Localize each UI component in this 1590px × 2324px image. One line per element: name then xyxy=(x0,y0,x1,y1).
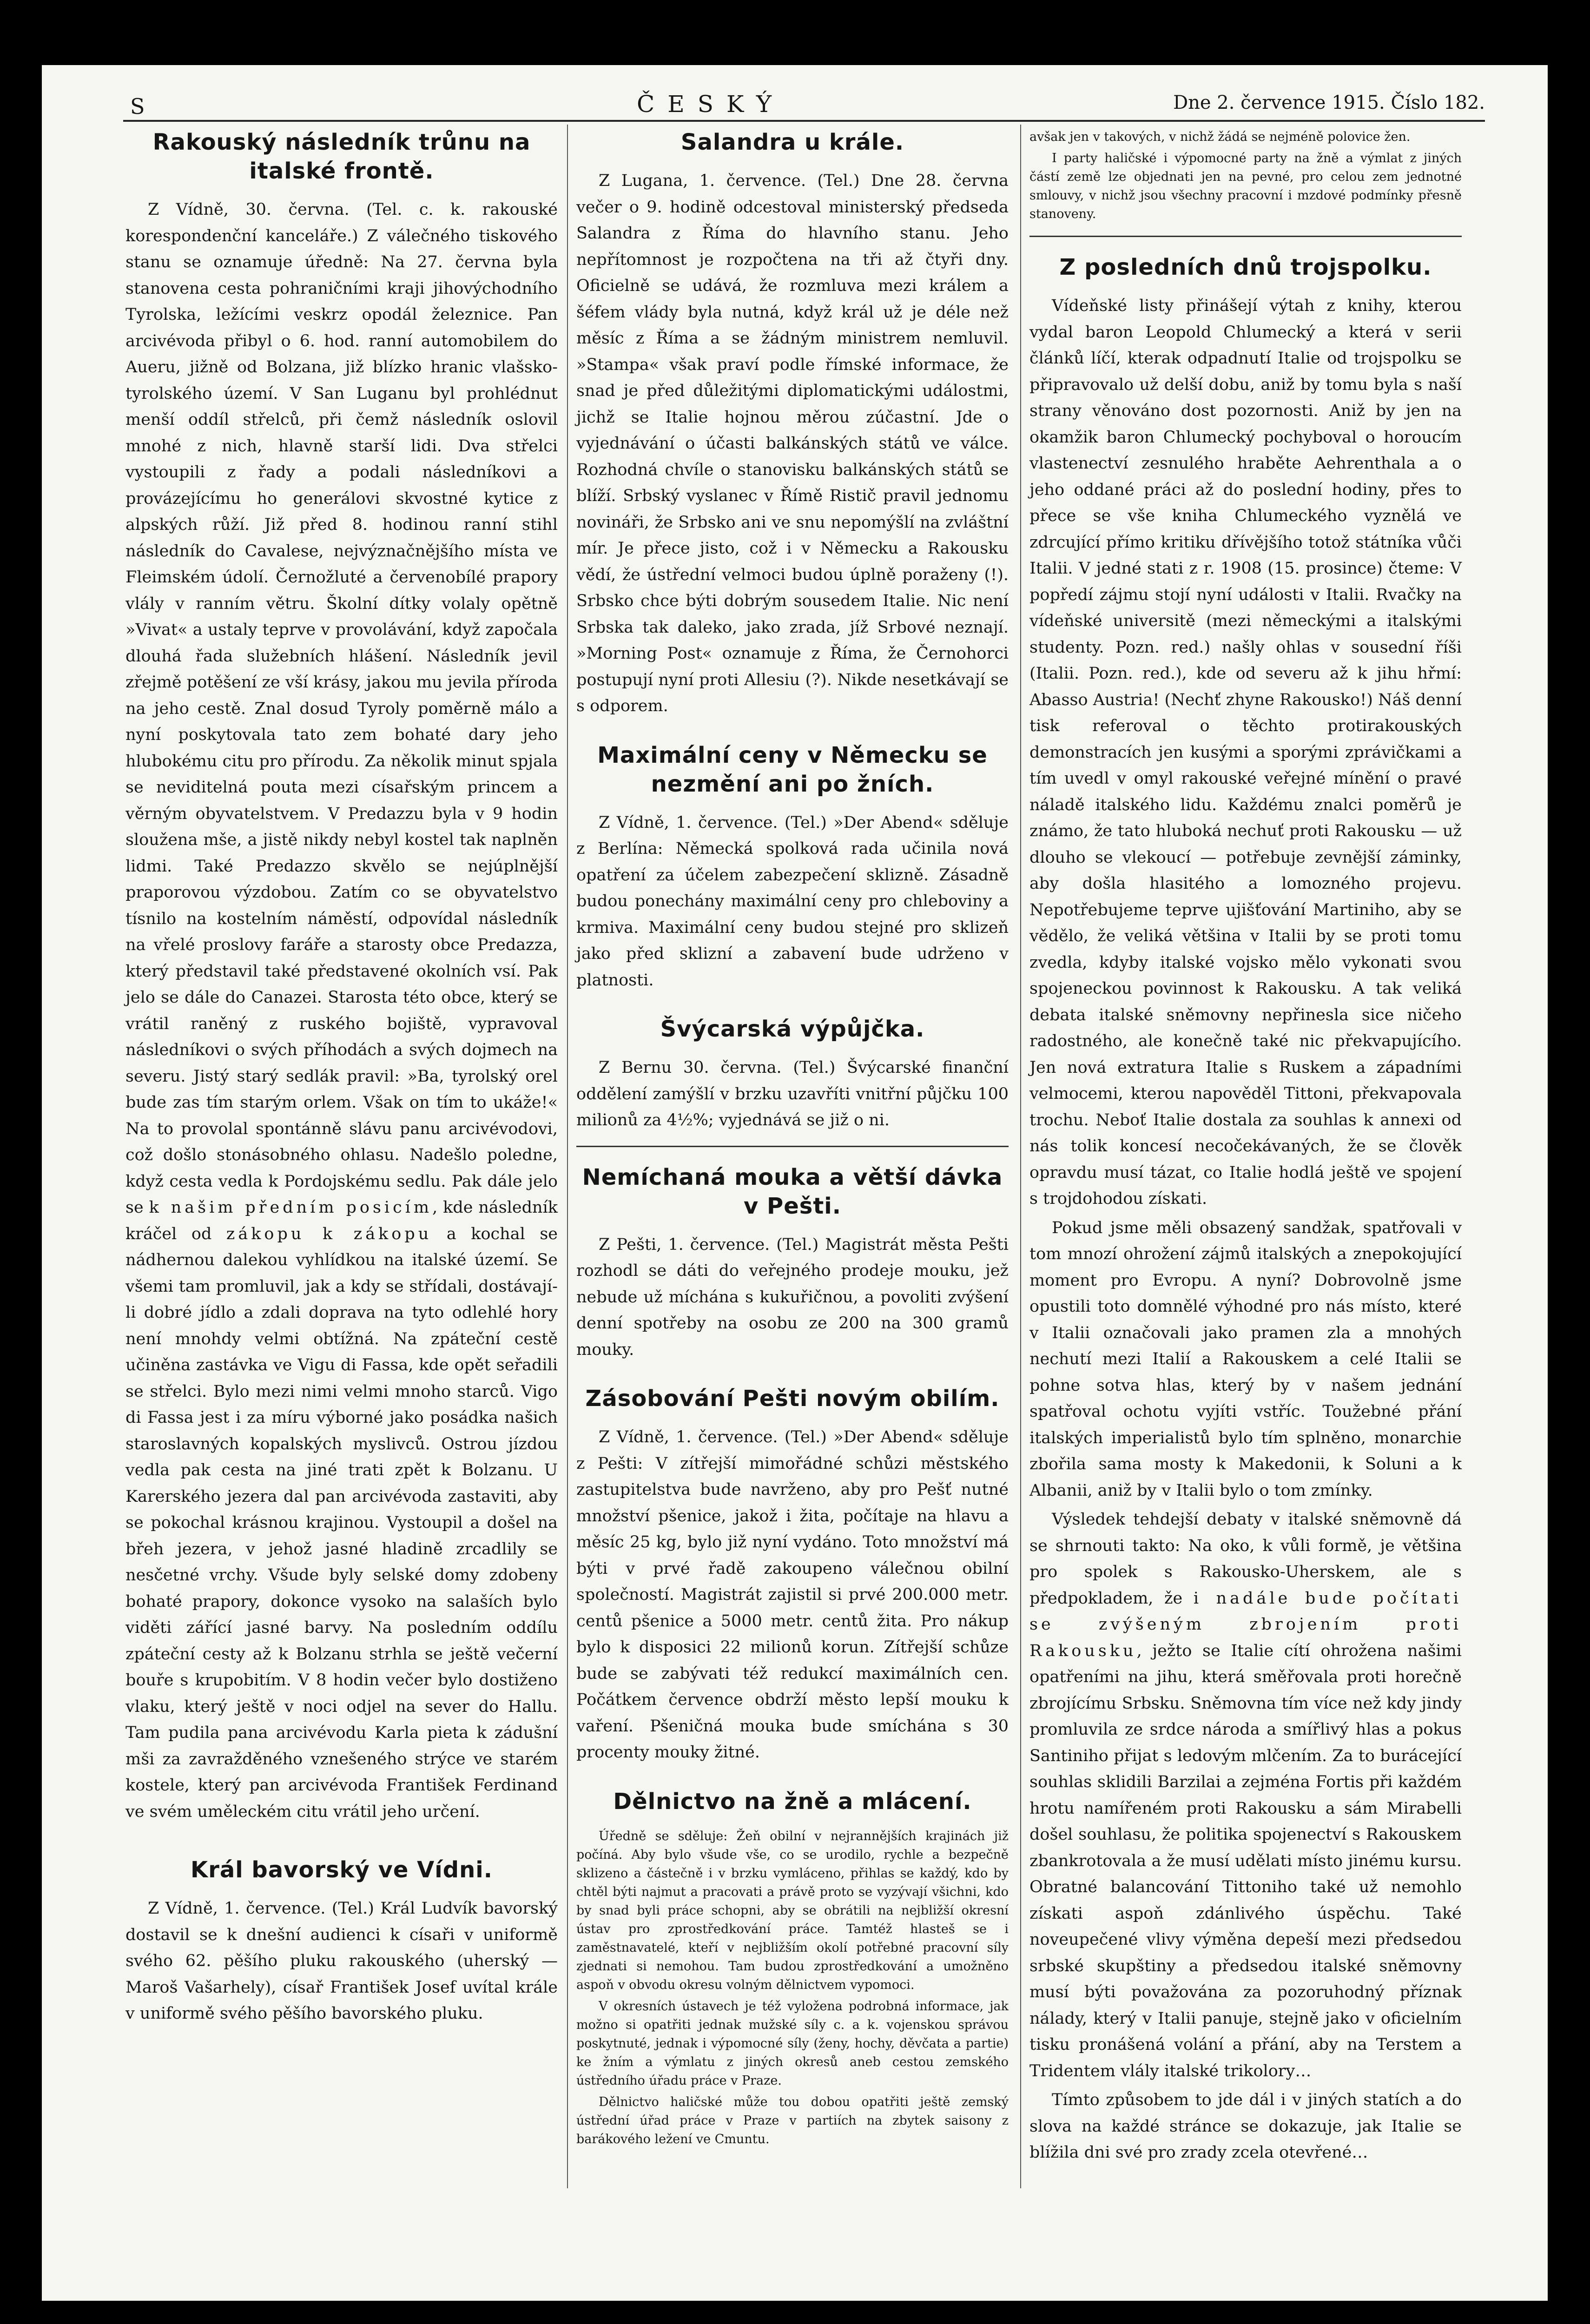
article-paragraph: Tímto způsobem to jde dál i v jiných statích a do slova na každé stránce se dokazuje, jak Italie se blížila dni své pro zrady zcela otevřené… xyxy=(1029,2091,1462,2162)
article-paragraph: Vídeňské listy přinášejí výtah z knihy, kterou vydal baron Leopold Chlumecký a která v serii článků líčí, kterak odpadnutí Italie od trojspolku se připravovalo už delší dobu, aniž by tomu byla s naší strany věnováno dost pozornosti. Aniž by jen na okamžik baron Chlumecký pochyboval o horoucím vlastenectví zesnulého hraběte Aehrenthala a o jeho oddané práci až do poslední hodiny, přes to přece se vše kniha Chlumeckého vyznělá ve zdrcující přímo kritiku dřívějšího totož státníka vůči Italii. V jedné stati z r. 1908 (15. prosince) čteme: V popředí zájmu stojí nyní události v Italii. Rvačky na vídeňské universitě (mezi německými a italskými studenty. Pozn. red.) našly ohlas v sousední říši (Italii. Pozn. red.), kde od severu až k jihu hřmí: Abasso Austria! (Nechť zhyne Rakousko!) Náš denní tisk referoval o těchto protirakouských demonstracích jen kusými a sporými zprávičkami a tím uvedl v omyl rakouské veřejné mínění o pravé náladě italského lidu. Každému znalci poměrů je známo, že tato hluboká nechuť proti Rakousku — už dlouho se vlekoucí — potřebuje zevnější záminky, aby došla hlasitého a lomozného projevu. Nepotřebujeme teprve ujišťování Martiniho, aby se vědělo, že veliká většina v Italii by se proti tomu zvedla, kdyby italské vojsko mělo vykonati svou spojeneckou povinnost k Rakousku. A tak veliká debata italské sněmovny nepřinesla sice ničeho radostného, ale konečně také nic překvapujícího. Jen nová extratura Italie s Ruskem a západními velmocemi, kterou napověděl Tittoni, překvapovala trochu. Neboť Italie dostala za souhlas k annexi od nás tolik koncesí necočekávaných, že se člověk opravdu musí tázat, co Italie hodlá ještě ve spojení s trojdohodou získati. xyxy=(1029,297,1462,1208)
article-paragraph: Z Bernu 30. června. (Tel.) Švýcarské finanční oddělení zamýšlí v brzku uzavříti vnitřní půjčku 100 milionů za 4½%; vyjednává se již o ni. xyxy=(576,1058,1009,1129)
article-paragraph: Z Lugana, 1. července. (Tel.) Dne 28. června večer o 9. hodině odcestoval ministerský předseda Salandra z Říma do hlavního stanu. Jeho nepřítomnost je rozpočtena na tři až čtyři dny. Oficielně se udává, že rozmluva mezi králem a šéfem vlády byla nutná, když král už je déle než měsíc z Říma a se žádným ministrem nemluvil. »Stampa« však praví podle římské informace, že snad je před důležitými diplomatickými událostmi, jichž se Italie hojnou měrou zúčastní. Jde o vyjednávání o účasti balkánských států ve válce. Rozhodná chvíle o stanovisku balkánských států se blíží. Srbský vyslanec v Římě Ristič pravil jednomu novináři, že Srbsko ani ve snu nepomýšlí na zvláštní mír. Je přece jisto, což i v Německu a Rakousku vědí, že ústřední velmoci budou úplně poraženy (!). Srbsko chce býti dobrým sousedem Italie. Nic není Srbska tak daleko, jako zrada, jíž Srbové neznají. »Morning Post« oznamuje z Říma, že Černohorci postupují nyní proti Allesiu (?). Nikde nesetkávají se s odporem. xyxy=(576,172,1009,715)
article-paragraph: I party haličské i výpomocné party na žně a výmlat z jiných částí země lze objednati jen na pevné, pro celou zem jednotné smlouvy, v nichž jsou všechny pracovní i mzdové podmínky přesně stanoveny. xyxy=(1029,151,1462,221)
article-paragraph: Z Pešti, 1. července. (Tel.) Magistrát města Pešti rozhodl se dáti do veřejného prodeje mouku, jež nebude už míchána s kukuřičnou, a povoliti zvýšení denní spotřeby na osobu ze 200 na 300 gramů mouky. xyxy=(576,1235,1009,1359)
headline-svycarska-vypujcka: Švýcarská výpůjčka. xyxy=(660,1016,925,1042)
article-paragraph: V okresních ústavech je též vyložena podrobná informace, jak možno si opatřiti jednak mužské síly c. a k. vojenskou správou poskytnuté, jednak i výpomocné síly (ženy, hochy, děvčata a partie) ke žním a výmlatu z jiných okresů aneb cestou zemského ústředního úřadu práce v Praze. xyxy=(576,1999,1009,2088)
section-rule xyxy=(576,1146,1009,1147)
headline-salandra: Salandra u krále. xyxy=(680,129,904,155)
headline-rakousky-naslednik: Rakouský následník trůnu na italské frontě. xyxy=(152,129,531,184)
article-paragraph: Dělnictvo haličské může tou dobou opatřiti ještě zemský ústřední úřad práce v Praze v partiích na zbytek saisony z barákového ležení ve Cmuntu. xyxy=(576,2094,1009,2146)
article-paragraph: Z Vídně, 30. června. (Tel. c. k. rakouské korespondenční kanceláře.) Z válečného tiskového stanu se oznamuje úředně: Na 27. června byla stanovena cesta pohraničními kraji jihovýchodního Tyrolska, ležícími veskrz opodál železnice. Pan arcivévoda přibyl o 6. hod. ranní automobilem do Aueru, jižně od Bolzana, již blízko hranic vlašsko-tyrolského území. V San Luganu byl prohlédnut menší oddíl střelců, při čemž následník oslovil mnohé z nich, hlavně starší lidi. Dva střelci vystoupili z řady a podali následníkovi a provázejícímu ho generálovi skvostné kytice z alpských růží. Již před 8. hodinou ranní stihl následník do Cavalese, nejvýznačnějšího místa ve Fleimském údolí. Černožluté a červenobílé prapory vlály v ranním větru. Školní dítky volaly opětně »Vivat« a ustaly teprve v provolávání, když započala dlouhá řada služebních hlášení. Následník jevil zřejmě potěšení ze vší krásy, jakou mu jevila příroda na jeho cestě. Znal dosud Tyroly poměrně málo a nyní poskytovala tato zem bohaté dary jeho hlubokému citu pro přírodu. Za několik minut spjala se neviditelná pouta mezi císařským princem a věrným obyvatelstvem. V Predazzu byla v 9 hodin sloužena mše, a jistě nikdy nebyl kostel tak naplněn lidmi. Také Predazzo skvělo se nejúplnější praporovou výzdobou. Zatím co se obyvatelstvo tísnilo na kostelním náměstí, odpovídal následník na vřelé proslovy faráře a starosty obce Predazza, který představil také představené okolních vsí. Pak jelo se dále do Canazei. Starosta této obce, který se vrátil raněný z ruského bojiště, vypravoval následníkovi o svých příhodách a svých dojmech na severu. Jistý starý sedlák pravil: »Ba, tyrolský orel bude zas tím starým orlem. Však on tím to ukáže!« Na to provolal spontánně slávu panu arcivévodovi, což došlo stonásobného ohlasu. Nadešlo poledne, když cesta vedla k Pordojskému sedlu. Pak dále jelo se k našim předním posicím, kde následník kráčel od zákopu k zákopu a kochal se nádhernou dalekou vyhlídkou na italské území. Se všemi tam promluvil, jak a kdy se střídali, dostávají-li dobré jídlo a zdali doprava na tyto odlehlé hory není mnohdy velmi obtížná. Na zpáteční cestě učiněna zastávka ve Vigu di Fassa, kde opět seřadili se střelci. Bylo mezi nimi velmi mnoho starců. Vigo di Fassa jest i za míru výborné jako posádka našich staroslavných kopalských myslivců. Ostrou jízdou vedla pak cesta na jiné trati zpět k Bolzanu. U Karerského jezera dal pan arcivévoda zastaviti, aby se pokochal krásnou krajinou. Vystoupil a došel na břeh jezera, v jehož jasné hladině zrcadlily se nesčetné vrchy. Všude byly selské domy zdobeny bohaté prapory, dokonce vysoko na salaších bylo viděti zářící jasné barvy. Na posledním oddílu zpáteční cesty až k Bolzanu strhla se ještě večerní bouře s krupobitím. V 8 hodin večer bylo dostiženo vlaku, který ještě v noci odjel na sever do Hallu. Tam pudila pana arcivévodu Karla pieta k zádušní mši za zavražděného vznešeného strýce ve starém kostele, který pan arcivévoda František Ferdinand ve svém uměleckém citu vrátil jeho určení. xyxy=(125,200,558,1821)
column-2 xyxy=(576,128,1009,2152)
article-paragraph: avšak jen v takových, v nichž žádá se nejméně polovice žen. xyxy=(1029,130,1411,144)
headline-trojspolek: Z posledních dnů trojspolku. xyxy=(1059,254,1432,280)
article-paragraph: Pokud jsme měli obsazený sandžak, spatřovali v tom mnozí ohrožení zájmů italských a znepokojující moment pro Evropu. A nyní? Dobrovolně jsme opustili toto domnělé výhodné pro nás místo, které v Italii označovali jako pramen zla a mnohých nechutí mezi Italií a Rakouskem a celé Italii se pohne sotva hlas, který by v našem jednání spatřoval ochotu vyjíti vstříc. Toužebné přání italských imperialistů bylo tím splněno, monarchie zbořila sama mosty k Makedonii, k Soluni a k Albanii, aniž by v Italii bylo o tom zmínky. xyxy=(1029,1218,1462,1500)
column-divider xyxy=(1020,125,1021,2188)
article-paragraph: Z Vídně, 1. července. (Tel.) Král Ludvík bavorský dostavil se k dnešní audienci k císaři v uniformě svého 62. pěšího pluku rakouského (uherský — Maroš Vašarhely), císař František Josef uvítal krále v uniformě svého pěšího bavorského pluku. xyxy=(125,1899,558,2023)
header-date-issue: Dne 2. července 1915. Číslo 182. xyxy=(1173,92,1485,113)
section-rule xyxy=(1029,236,1462,237)
headline-maximalni-ceny: Maximální ceny v Německu se nezmění ani po žních. xyxy=(597,742,988,797)
header-rule xyxy=(123,120,1485,122)
column-3 xyxy=(1029,128,1462,2169)
header-masthead: ČESKÝ xyxy=(637,91,785,118)
headline-kral-bavorsky: Král bavorský ve Vídni. xyxy=(191,1857,493,1883)
article-paragraph: Úředně se sděluje: Žeň obilní v nejrannějších krajinách již počíná. Aby bylo všude vše, co se urodilo, rychle a bezpečně sklizeno a částečně i v brzku vymláceno, přihlas se každý, kdo by chtěl býti najmut a pracovati a právě proto se vyzývají všichni, kdo by snad byli práce schopni, aby se obrátili na nejbližší okresní ústav pro zprostředkování práce. Tamtéž hlasteš se i zaměstnavatelé, kteří v nejbližším okolí potřebné pracovní síly zjednati si nemohou. Tam budou zprostředkování a umožněno aspoň v obvodu okresu volným dělnictvem vypomoci. xyxy=(576,1829,1009,1992)
column-1 xyxy=(125,128,558,2030)
article-paragraph: Výsledek tehdejší debaty v italské sněmovně dá se shrnouti takto: Na oko, k vůli formě, je většina pro spolek s Rakousko-Uherskem, ale s předpokladem, že i nadále bude počítati se zvýšeným zbrojením proti Rakousku, ježto se Italie cítí ohrožena našimi opatřeními na jihu, která směřovala proti horečně zbrojícímu Srbsku. Sněmovna tím více než kdy jindy promluvila ze srdce národa a smířlivý hlas a pokus Santiniho přijat s ledovým mlčením. Za to burácející souhlas sklidili Barzilai a zejména Fortis při každém hrotu namířeném proti Rakousku a sám Mirabelli došel souhlasu, že politika spojenectví s Rakouskem zbankrotovala a že musí udělati místo jinému kursu. Obratné balancování Tittoniho také už nemohlo získati aspoň zdánlivého úspěchu. Také noveupečené vlivy výměna depeší mezi předsedou srbské skupštiny a předsedou italské sněmovny musí býti považována za pozoruhodný příznak nálady, který v Italii panuje, stejně jako v oficielním tisku pronášená volání a přání, aby na Terstem a Tridentem vlály italské trikolory… xyxy=(1029,1510,1462,2080)
headline-nemichana-mouka: Nemíchaná mouka a větší dávka v Pešti. xyxy=(582,1164,1003,1219)
newspaper-page xyxy=(42,65,1548,2301)
header-page-number: S xyxy=(130,94,145,119)
article-paragraph: Z Vídně, 1. července. (Tel.) »Der Abend« sděluje z Pešti: V zítřejší mimořádné schůzi městského zastupitelstva bude navrženo, aby pro Pešť nutné množství pšenice, jakož i žita, počítaje na hlavu a měsíc 25 kg, bylo již nyní vydáno. Toto množství má býti v prvé řadě zakoupeno válečnou obilní společností. Magistrát zajistil si prvé 200.000 metr. centů pšenice a 5000 metr. centů žita. Pro nákup bylo k disposici 22 milionů korun. Zítřejší schůze bude se zabývati též redukcí maximálních cen. Počátkem července obdrží město lepší mouku k vaření. Pšeničná mouka bude smíchána s 30 procenty mouky žitné. xyxy=(576,1428,1009,1762)
article-paragraph: Z Vídně, 1. července. (Tel.) »Der Abend« sděluje z Berlína: Německá spolková rada učinila nová opatření za účelem zabezpečení sklizně. Zásadně budou ponechány maximální ceny pro chleboviny a krmiva. Maximální ceny budou stejné pro sklizeň jako před sklizní a zabavení bude udrženo v platnosti. xyxy=(576,813,1009,990)
headline-delnictvo: Dělnictvo na žně a mlácení. xyxy=(613,1788,972,1815)
headline-zasobovani-pesti: Zásobování Pešti novým obilím. xyxy=(585,1386,1000,1412)
column-divider xyxy=(567,125,568,2188)
